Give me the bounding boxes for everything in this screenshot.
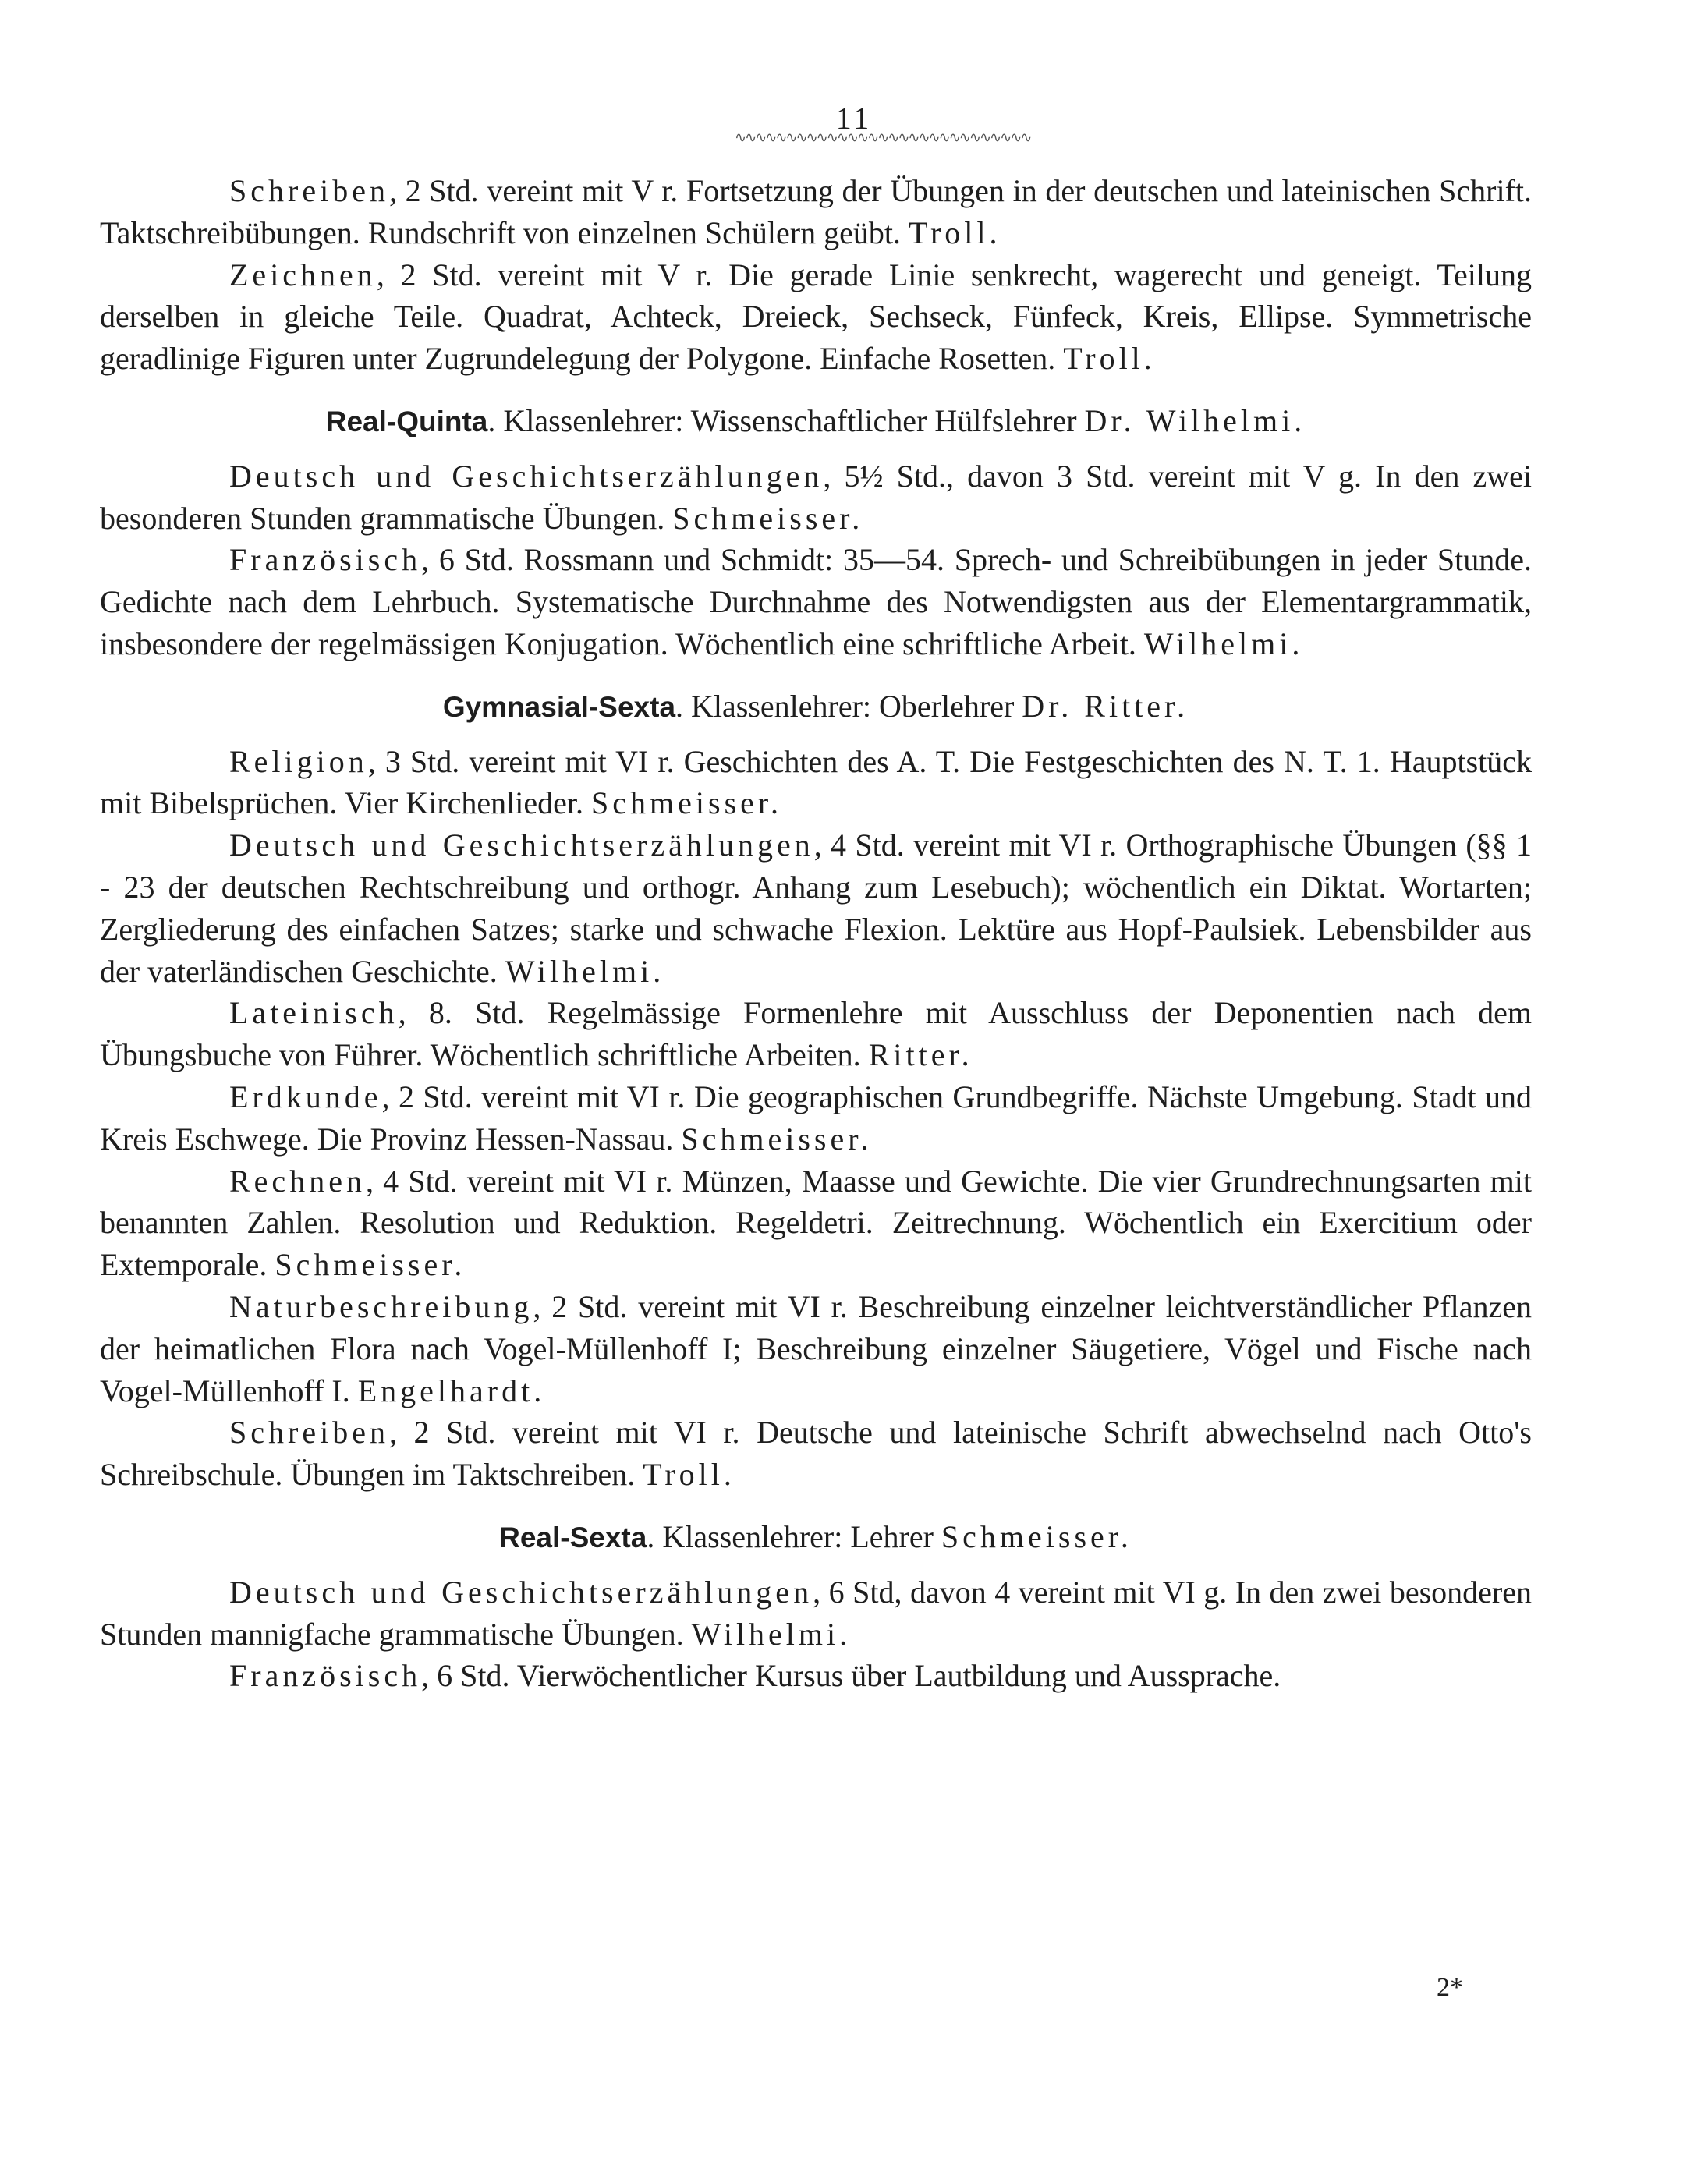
teacher-name: Engelhardt. — [357, 1373, 546, 1408]
class-name: Real-Sexta — [499, 1521, 647, 1553]
subject-name: Erdkunde — [229, 1079, 382, 1114]
teacher-name: Schmeisser. — [591, 785, 783, 821]
teacher-name: Schmeisser. — [672, 500, 864, 536]
teacher-name: Wilhelmi. — [691, 1616, 852, 1652]
teacher-name: Troll. — [643, 1457, 735, 1493]
subject-name: Deutsch und Geschichtserzählungen — [229, 458, 824, 494]
teacher-name: Dr. Wilhelmi. — [1084, 402, 1306, 438]
subject-name: Zeichnen — [229, 257, 377, 292]
paragraph-deutsch-sexta: Deutsch und Geschichtserzählungen, 4 Std. vereint mit VI r. Orthographische Übungen (§§ 1 - 23 der deutschen Rechtschreibung und orthogr. Anhang zum Lesebuch); wöchentlich ein Diktat. Wortarten; Zergliederung des einfachen Satzes; starke und schwache Flexion. Lektüre aus Hopf-Paulsiek. Lebensbilder aus der vaterländischen Geschichte. Wilhelmi. — [100, 827, 1532, 989]
paragraph-zeichnen-quinta: Zeichnen, 2 Std. vereint mit V r. Die gerade Linie senkrecht, wagerecht und geneigt. Teilung derselben in gleiche Teile. Quadrat, Achteck, Dreieck, Sechseck, Fünfeck, Kreis, Ellipse. Symmetrische geradlinige Figuren unter Zugrundelegung der Polygone. Einfache Rosetten. Troll. — [100, 257, 1532, 377]
teacher-name: Schmeisser. — [275, 1247, 466, 1283]
paragraph-franzoesisch-real-sexta: Französisch, 6 Std. Vierwöchentlicher Kursus über Lautbildung und Aussprache. — [229, 1658, 1281, 1694]
paragraph-schreiben-quinta: Schreiben, 2 Std. vereint mit V r. Fortsetzung der Übungen in der deutschen und lateinischen Schrift. Taktschreibübungen. Rundschrift von einzelnen Schülern geübt. Troll. — [100, 173, 1532, 250]
teacher-name: Wilhelmi. — [1143, 625, 1304, 661]
paragraph-naturbeschreibung-sexta: Naturbeschreibung, 2 Std. vereint mit VI r. Beschreibung einzelner leichtverständlicher Pflanzen der heimatlichen Flora nach Vogel-Müllenhoff I; Beschreibung einzelner Säugetiere, Vögel und Fische nach Vogel-Müllenhoff I. Engelhardt. — [100, 1288, 1532, 1408]
subject-name: Rechnen — [229, 1163, 366, 1199]
paragraph-schreiben-sexta: Schreiben, 2 Std. vereint mit VI r. Deutsche und lateinische Schrift abwechselnd nach Otto's Schreibschule. Übungen im Taktschreiben. Troll. — [100, 1415, 1532, 1493]
paragraph-deutsch-real-sexta: Deutsch und Geschichtserzählungen, 6 Std, davon 4 vereint mit VI g. In den zwei besonderen Stunden mannigfache grammatische Übungen. Wilhelmi. — [100, 1574, 1533, 1652]
class-name: Real-Quinta — [325, 405, 488, 437]
subject-name: Französisch — [229, 1658, 422, 1694]
paragraph-franzoesisch-real-quinta: Französisch, 6 Std. Rossmann und Schmidt: 35—54. Sprech- und Schreibübungen in jeder Stunde. Gedichte nach dem Lehrbuch. Systematische Durchnahme des Notwendigsten aus der Elementargrammatik, insbesondere der regelmässigen Konjugation. Wöchentlich eine schriftliche Arbeit. Wilhelmi. — [100, 542, 1532, 661]
subject-name: Schreiben — [229, 173, 389, 208]
teacher-name: Wilhelmi. — [505, 953, 665, 989]
paragraph-erdkunde-sexta: Erdkunde, 2 Std. vereint mit VI r. Die geographischen Grundbegriffe. Nächste Umgebung. Stadt und Kreis Eschwege. Die Provinz Hessen-Nassau. Schmeisser. — [100, 1079, 1532, 1157]
teacher-name: Troll. — [908, 214, 1001, 250]
subject-name: Deutsch und Geschichtserzählungen — [229, 827, 814, 863]
signature-mark: 2* — [1437, 1973, 1463, 2002]
class-heading-real-quinta: Real-Quinta. Klassenlehrer: Wissenschaftlicher Hülfslehrer Dr. Wilhelmi. — [325, 402, 1306, 438]
subject-name: Lateinisch — [229, 995, 399, 1031]
subject-name: Französisch — [229, 542, 422, 578]
subject-name: Deutsch und Geschichtserzählungen — [229, 1574, 813, 1610]
teacher-name: Dr. Ritter. — [1022, 688, 1189, 724]
class-heading-gymnasial-sexta: Gymnasial-Sexta. Klassenlehrer: Oberlehrer Dr. Ritter. — [442, 688, 1189, 724]
teacher-name: Troll. — [1063, 341, 1156, 377]
paragraph-lateinisch-sexta: Lateinisch, 8. Std. Regelmässige Formenlehre mit Ausschluss der Deponentien nach dem Übungsbuche von Führer. Wöchentlich schriftliche Arbeiten. Ritter. — [100, 995, 1532, 1073]
subject-name: Schreiben — [229, 1415, 389, 1451]
paragraph-religion-sexta: Religion, 3 Std. vereint mit VI r. Geschichten des A. T. Die Festgeschichten des N. T. 1. Hauptstück mit Bibelsprüchen. Vier Kirchenlieder. Schmeisser. — [100, 743, 1532, 821]
body-text — [100, 170, 1532, 1697]
class-name: Gymnasial-Sexta — [442, 690, 676, 723]
paragraph-deutsch-real-quinta: Deutsch und Geschichtserzählungen, 5½ Std., davon 3 Std. vereint mit V g. In den zwei besonderen Stunden grammatische Übungen. Schmeisser. — [100, 458, 1532, 536]
teacher-name: Schmeisser. — [941, 1518, 1132, 1554]
page-number: 11 — [835, 101, 873, 136]
teacher-name: Schmeisser. — [681, 1121, 873, 1157]
wavy-ornament: ∿∿∿∿∿∿∿∿∿∿∿∿∿∿∿∿∿∿∿∿∿∿∿∿∿∿∿∿∿ — [735, 129, 1031, 146]
teacher-name: Ritter. — [868, 1037, 973, 1073]
class-heading-real-sexta: Real-Sexta. Klassenlehrer: Lehrer Schmeisser. — [499, 1518, 1132, 1554]
subject-name: Naturbeschreibung — [229, 1288, 533, 1324]
subject-name: Religion — [229, 743, 368, 779]
paragraph-rechnen-sexta: Rechnen, 4 Std. vereint mit VI r. Münzen, Maasse und Gewichte. Die vier Grundrechnungsarten mit benannten Zahlen. Resolution und Reduktion. Regeldetri. Zeitrechnung. Wöchentlich ein Exercitium oder Extemporale. Schmeisser. — [100, 1163, 1532, 1283]
